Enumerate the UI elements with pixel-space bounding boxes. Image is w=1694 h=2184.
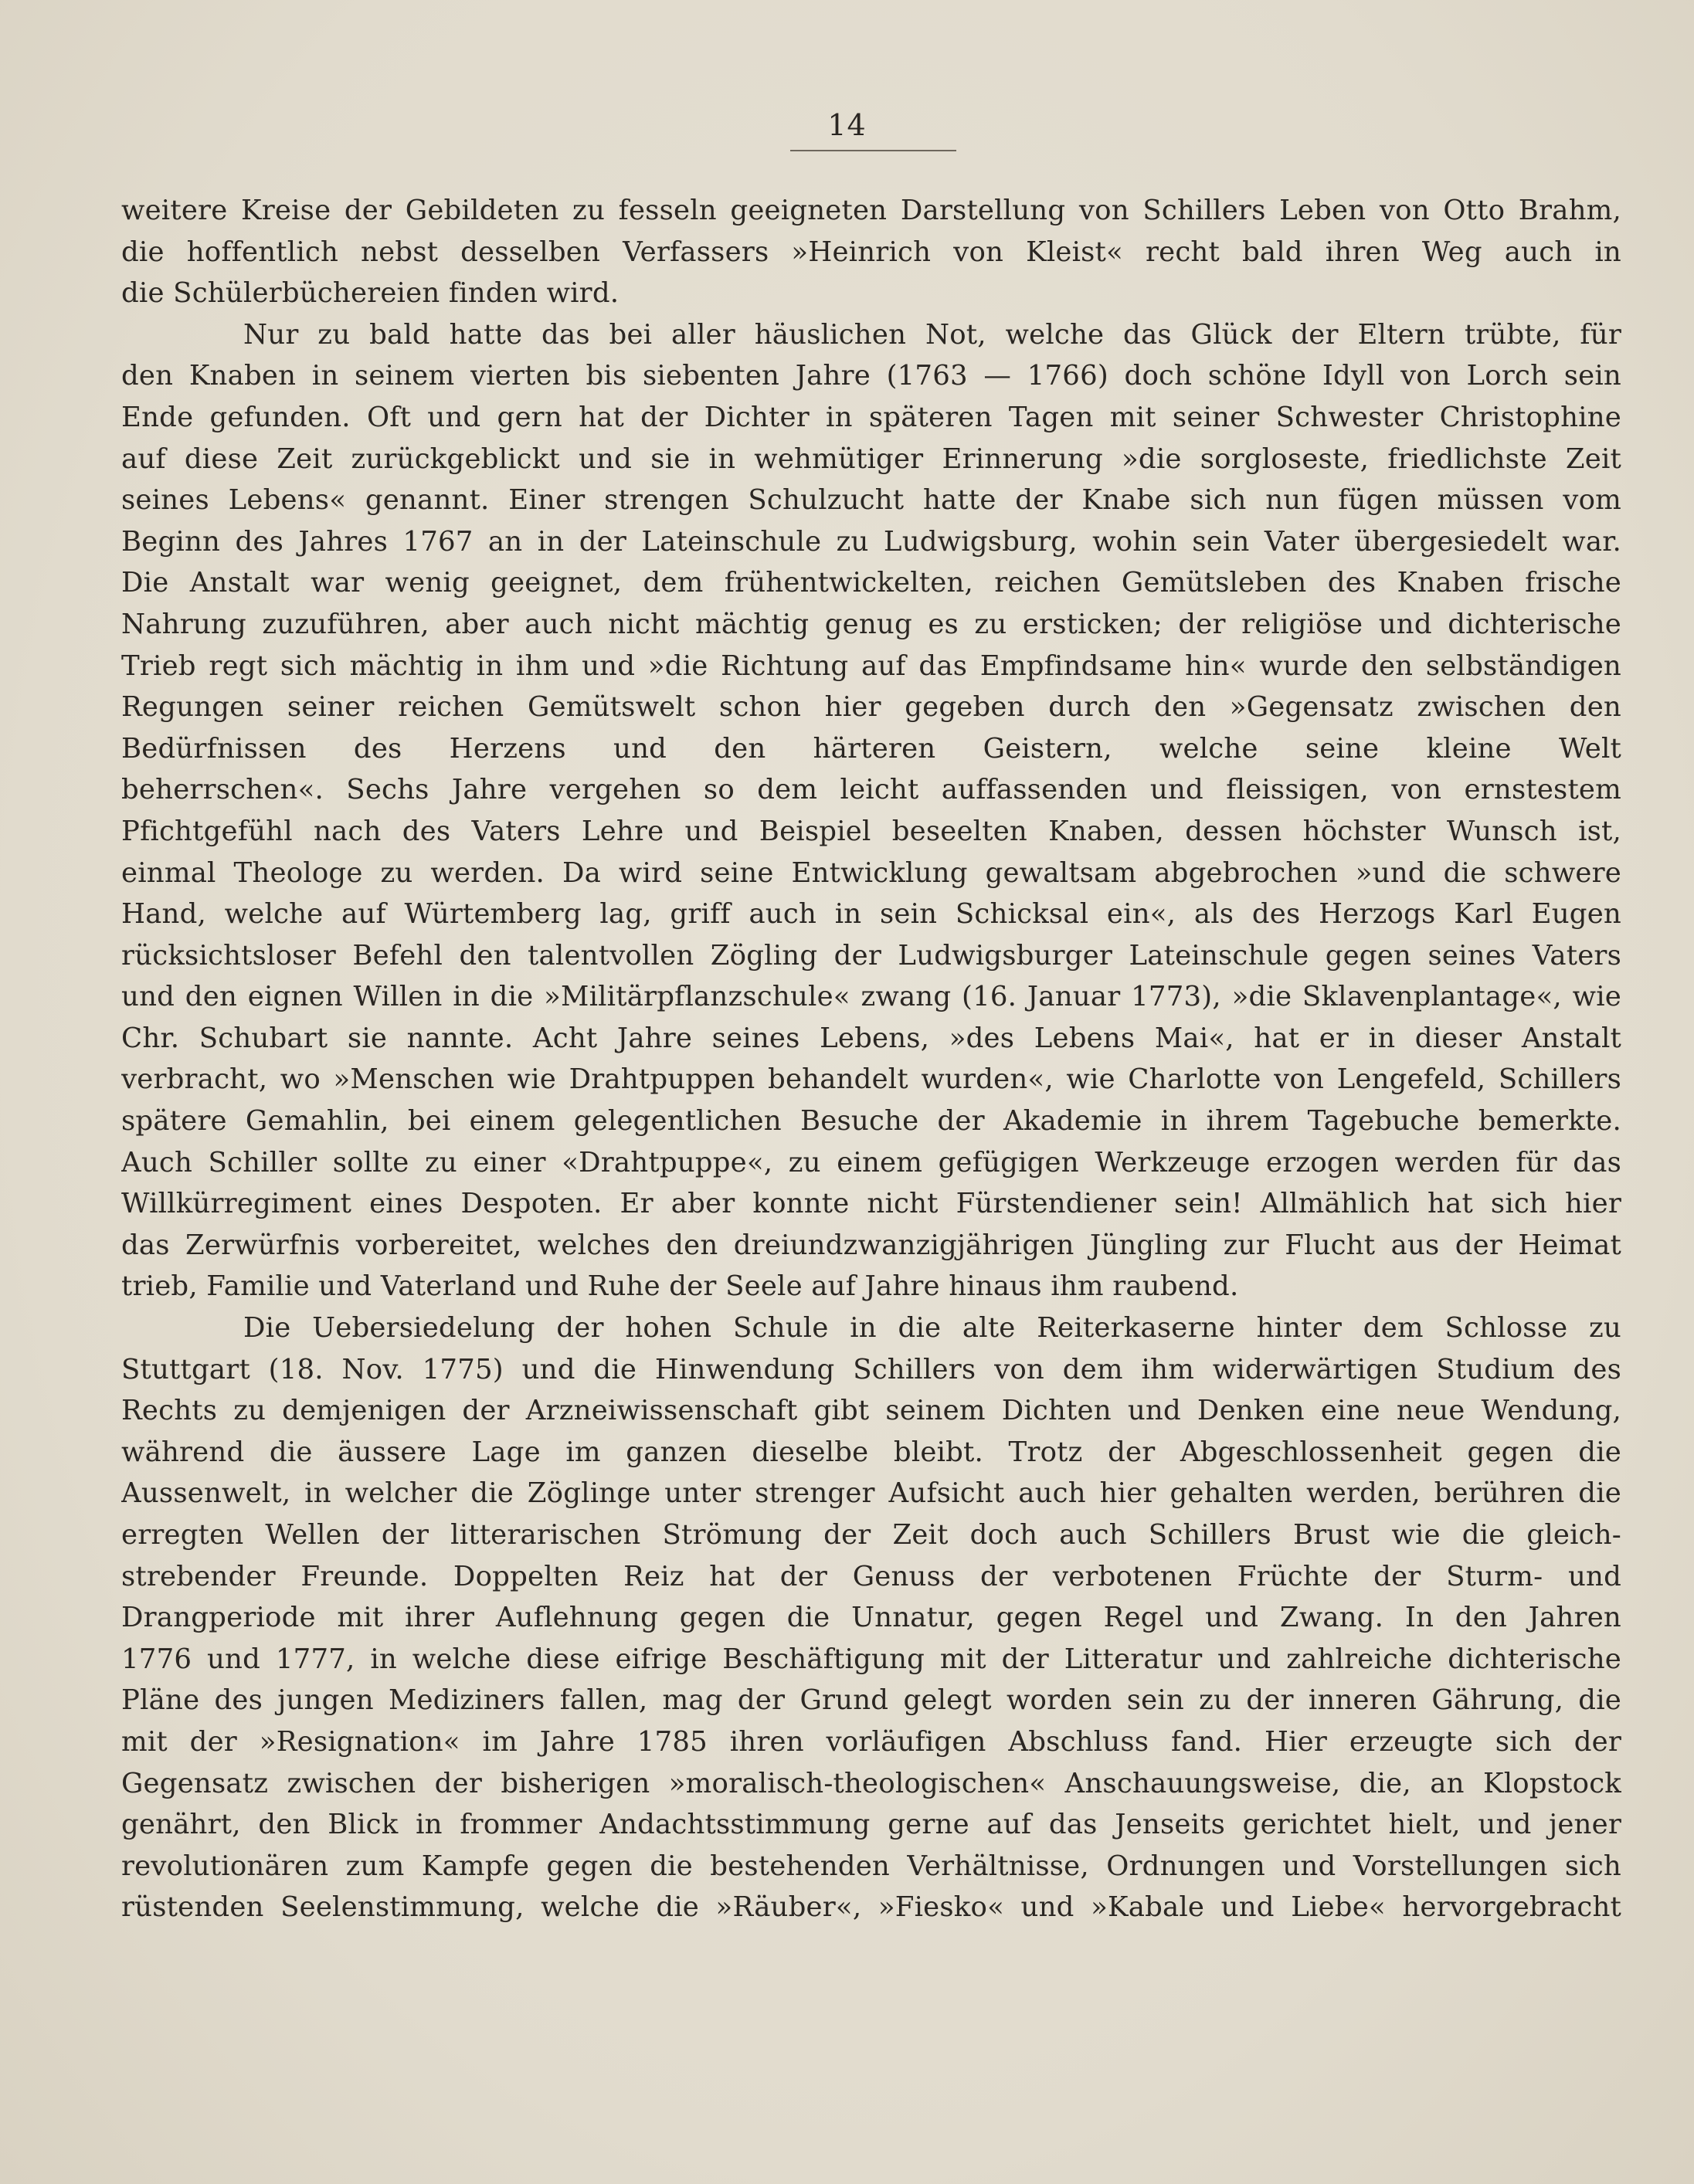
text-line: Gegensatz zwischen der bisherigen »moralisch-theologischen« Anschauungsweise, die, an Klopstock [121,1767,1621,1799]
text-line: mit der »Resignation« im Jahre 1785 ihren vorläufigen Abschluss fand. Hier erzeugte sich der [121,1725,1621,1758]
text-line: Ende gefunden. Oft und gern hat der Dichter in späteren Tagen mit seiner Schwester Christophine [121,401,1621,433]
text-line: Stuttgart (18. Nov. 1775) und die Hinwendung Schillers von dem ihm widerwärtigen Studium des [121,1353,1621,1385]
text-line: 1776 und 1777, in welche diese eifrige Beschäftigung mit der Litteratur und zahlreiche dichterische [121,1643,1621,1675]
text-line: den Knaben in seinem vierten bis siebenten Jahre (1763 — 1766) doch schöne Idyll von Lorch sein [121,360,1621,392]
text-line: trieb, Familie und Vaterland und Ruhe der Seele auf Jahre hinaus ihm raubend. [121,1270,1239,1303]
text-line: Auch Schiller sollte zu einer «Drahtpuppe«, zu einem gefügigen Werkzeuge erzogen werden für das [121,1146,1621,1178]
text-line: Bedürfnissen des Herzens und den härteren Geistern, welche seine kleine Welt [121,732,1621,765]
text-line: während die äussere Lage im ganzen dieselbe bleibt. Trotz der Abgeschlossenheit gegen die [121,1436,1621,1468]
text-line: auf diese Zeit zurückgeblickt und sie in wehmütiger Erinnerung »die sorgloseste, friedlichste Zeit [121,443,1621,475]
text-line: revolutionären zum Kampfe gegen die bestehenden Verhältnisse, Ordnungen und Vorstellungen sich [121,1850,1621,1882]
text-line: genährt, den Blick in frommer Andachtsstimmung gerne auf das Jenseits gerichtet hielt, und jener [121,1809,1621,1841]
text-line: Pfichtgefühl nach des Vaters Lehre und Beispiel beseelten Knaben, dessen höchster Wunsch ist, [121,815,1621,847]
text-line: Die Anstalt war wenig geeignet, dem frühentwickelten, reichen Gemütsleben des Knaben frische [121,567,1621,599]
text-line: Hand, welche auf Würtemberg lag, griff auch in sein Schicksal ein«, als des Herzogs Karl Eugen [121,898,1621,931]
text-line: Beginn des Jahres 1767 an in der Lateinschule zu Ludwigsburg, wohin sein Vater übergesiedelt war. [121,525,1621,558]
text-line: Aussenwelt, in welcher die Zöglinge unter strenger Aufsicht auch hier gehalten werden, berühren die [121,1477,1621,1510]
text-line: das Zerwürfnis vorbereitet, welches den dreiundzwanzigjährigen Jüngling zur Flucht aus der Heimat [121,1229,1621,1261]
text-line: die Schülerbüchereien finden wird. [121,277,620,310]
text-line: Rechts zu demjenigen der Arzneiwissenschaft gibt seinem Dichten und Denken eine neue Wendung, [121,1395,1621,1427]
text-line: und den eignen Willen in die »Militärpflanzschule« zwang (16. Januar 1773), »die Sklavenplantage«, wie [121,981,1621,1013]
text-line: Regungen seiner reichen Gemütswelt schon hier gegeben durch den »Gegensatz zwischen den [121,691,1621,724]
text-line: Chr. Schubart sie nannte. Acht Jahre seines Lebens, »des Lebens Mai«, hat er in dieser Anstalt [121,1022,1621,1054]
text-line: Nahrung zuzuführen, aber auch nicht mächtig genug es zu ersticken; der religiöse und dichterische [121,608,1621,640]
text-line: verbracht, wo »Menschen wie Drahtpuppen behandelt wurden«, wie Charlotte von Lengefeld, Schillers [121,1063,1621,1096]
text-line: die hoffentlich nebst desselben Verfassers »Heinrich von Kleist« recht bald ihren Weg auch in [121,236,1621,268]
text-line: Nur zu bald hatte das bei aller häuslichen Not, welche das Glück der Eltern trübte, für [243,318,1621,351]
text-line: Trieb regt sich mächtig in ihm und »die Richtung auf das Empfindsame hin« wurde den selbständigen [121,649,1621,682]
text-line: erregten Wellen der litterarischen Strömung der Zeit doch auch Schillers Brust wie die gleich- [121,1519,1621,1551]
text-line: beherrschen«. Sechs Jahre vergehen so dem leicht auffassenden und fleissigen, von ernstestem [121,774,1621,806]
text-line: strebender Freunde. Doppelten Reiz hat der Genuss der verbotenen Früchte der Sturm- und [121,1560,1621,1592]
page-number-rule [790,150,956,151]
text-line: Willkürregiment eines Despoten. Er aber konnte nicht Fürstendiener sein! Allmählich hat sich hier [121,1188,1621,1220]
text-line: seines Lebens« genannt. Einer strengen Schulzucht hatte der Knabe sich nun fügen müssen vom [121,484,1621,517]
text-line: Die Uebersiedelung der hohen Schule in die alte Reiterkaserne hinter dem Schlosse zu [243,1312,1621,1345]
text-line: Drangperiode mit ihrer Auflehnung gegen die Unnatur, gegen Regel und Zwang. In den Jahren [121,1602,1621,1634]
page-number: 14 [827,108,867,142]
body-text [121,190,1621,1928]
text-line: rüstenden Seelenstimmung, welche die »Räuber«, »Fiesko« und »Kabale und Liebe« hervorgebracht [121,1891,1621,1924]
text-line: spätere Gemahlin, bei einem gelegentlichen Besuche der Akademie in ihrem Tagebuche bemerkte. [121,1105,1621,1138]
text-line: weitere Kreise der Gebildeten zu fesseln geeigneten Darstellung von Schillers Leben von Otto Brahm, [121,195,1621,226]
text-line: rücksichtsloser Befehl den talentvollen Zögling der Ludwigsburger Lateinschule gegen seines Vaters [121,939,1621,972]
text-line: Pläne des jungen Mediziners fallen, mag der Grund gelegt worden sein zu der inneren Gährung, die [121,1684,1621,1717]
text-line: einmal Theologe zu werden. Da wird seine Entwicklung gewaltsam abgebrochen »und die schwere [121,856,1621,889]
